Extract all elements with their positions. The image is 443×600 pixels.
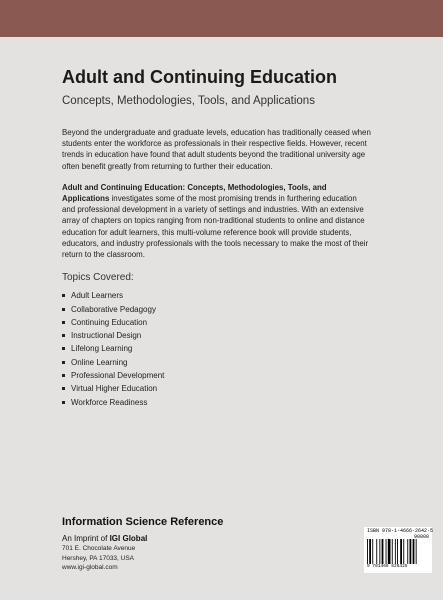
topics-list xyxy=(62,289,372,409)
topic-item: Instructional Design xyxy=(62,329,372,342)
bullet-icon xyxy=(62,347,65,350)
publisher-name: Information Science Reference xyxy=(62,516,224,528)
bullet-icon xyxy=(62,321,65,324)
description-paragraph-1: Beyond the undergraduate and graduate levels, education has traditionally ceased when students enter the workforce as professionals in their respective fields. However, recent trends in education have found that adult students beyond the traditional university age often benefit greatly from returning to further their education. xyxy=(62,128,371,171)
topics-heading: Topics Covered: xyxy=(62,272,134,284)
barcode-bars-icon xyxy=(367,539,429,564)
topic-item: Virtual Higher Education xyxy=(62,382,372,395)
bullet-icon xyxy=(62,308,65,311)
publisher-imprint: An Imprint of IGI Global xyxy=(62,534,148,543)
topic-item: Lifelong Learning xyxy=(62,342,372,355)
publisher-address-line-2: Hershey, PA 17033, USA xyxy=(62,554,135,562)
isbn-barcode xyxy=(364,527,432,573)
isbn-number: ISBN 978-1-4666-2642-5 xyxy=(367,528,434,534)
book-subtitle: Concepts, Methodologies, Tools, and Applications xyxy=(62,95,315,107)
barcode-digits: 9 781466 826425 xyxy=(367,564,408,569)
book-title: Adult and Continuing Education xyxy=(62,67,337,87)
publisher-block xyxy=(62,515,282,573)
topic-item: Professional Development xyxy=(62,369,372,382)
back-cover-content xyxy=(62,66,372,409)
publisher-address-line-1: 701 E. Chocolate Avenue xyxy=(62,545,136,552)
description-paragraph-2 xyxy=(62,182,372,260)
bullet-icon xyxy=(62,334,65,337)
topic-item: Collaborative Pedagogy xyxy=(62,303,372,316)
bullet-icon xyxy=(62,387,65,390)
bullet-icon xyxy=(62,294,65,297)
topic-item: Continuing Education xyxy=(62,316,372,329)
description-body: investigates some of the most promising trends in furthering education and professional development in a variety of settings and industries. With an extensive array of chapters on topics ranging from non-traditional students to online and distance education for adult learners, this multi-volume reference book will provide students, educators, and industry professionals with the tools necessary to make the most of their return to the classroom. xyxy=(62,194,369,260)
publisher-website: www.igi-global.com xyxy=(62,564,118,571)
topic-item: Workforce Readiness xyxy=(62,396,372,409)
description-book-title: Adult and Continuing Education: Concepts, Methodologies, Tools, and Applications xyxy=(62,182,327,204)
topic-item: Online Learning xyxy=(62,356,372,369)
top-color-band xyxy=(0,0,443,37)
bullet-icon xyxy=(62,401,65,404)
price-code: 90000 xyxy=(413,534,429,540)
bullet-icon xyxy=(62,374,65,377)
bullet-icon xyxy=(62,361,65,364)
imprint-name: IGI Global xyxy=(109,534,148,543)
topic-item: Adult Learners xyxy=(62,289,372,302)
